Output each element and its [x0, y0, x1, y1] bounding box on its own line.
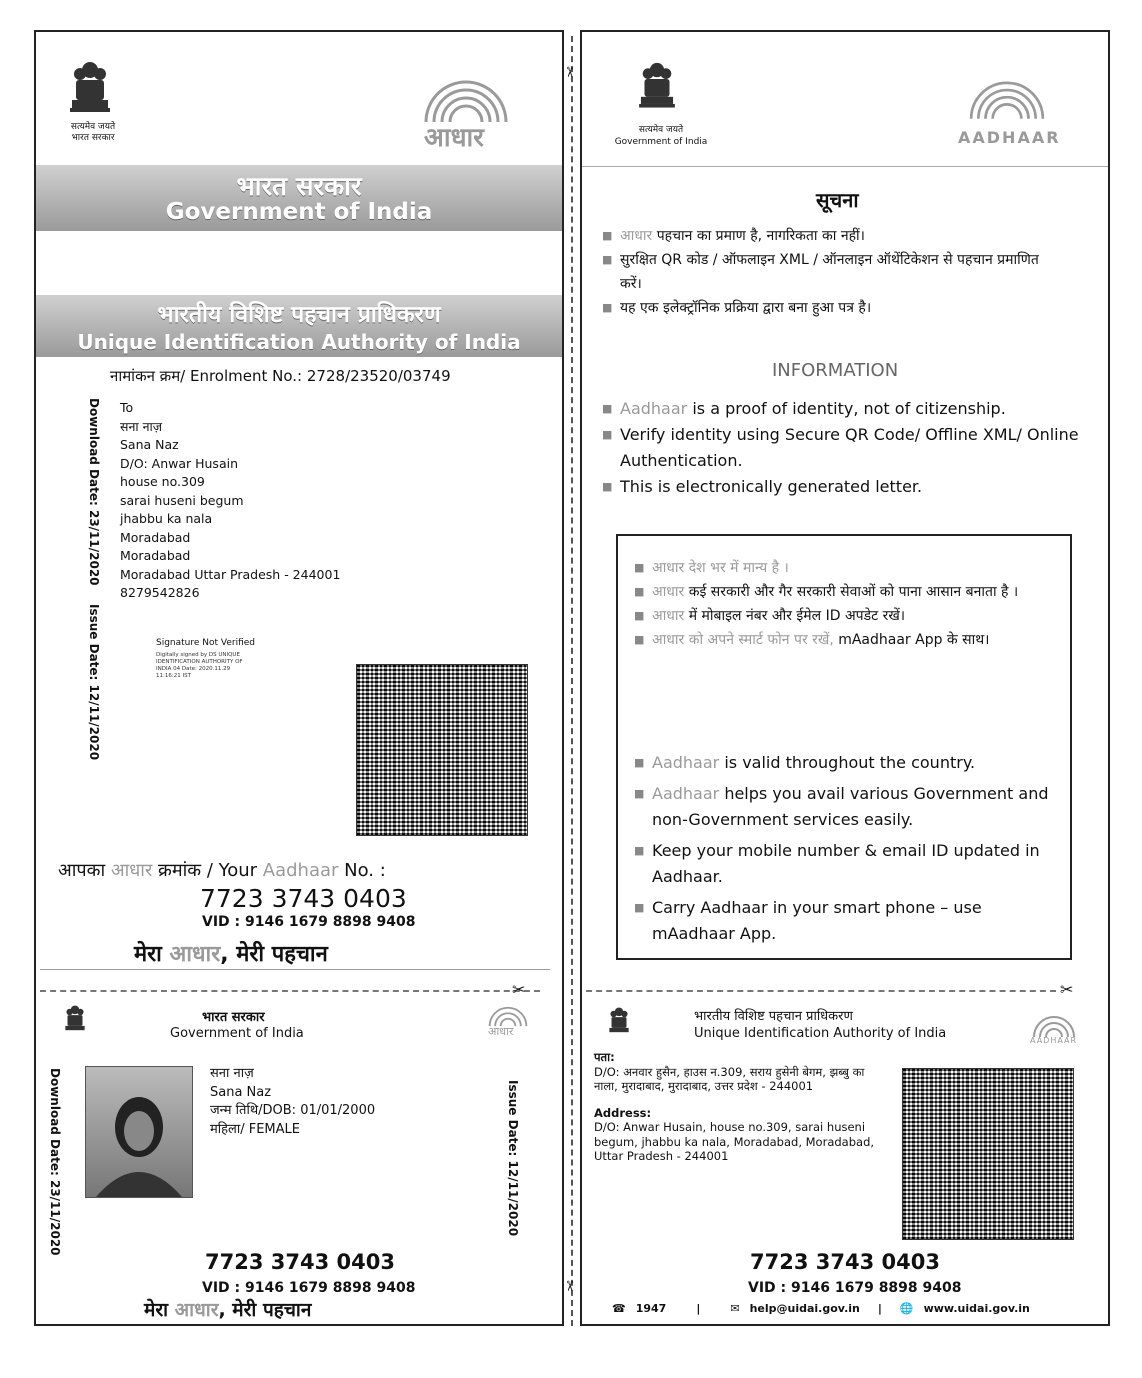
- phone-icon: ☎: [612, 1302, 626, 1315]
- card-logo-text: आधार: [488, 1025, 514, 1038]
- address-line: Moradabad: [120, 548, 191, 563]
- suchna-item-text: यह एक इलेक्ट्रॉनिक प्रक्रिया द्वारा बना हुआ पत्र है।: [620, 300, 872, 316]
- card-uidai-english: Unique Identification Authority of India: [694, 1026, 947, 1041]
- scissors-icon: ✂: [1060, 980, 1074, 999]
- box-item-grey: आधार को अपने स्मार्ट फोन पर रखें,: [652, 632, 834, 648]
- card-address-block: [594, 1050, 884, 1164]
- box-item: [634, 781, 1054, 833]
- info-item-text: Verify identity using Secure QR Code/ Offline XML/ Online Authentication.: [620, 425, 1079, 470]
- label-part-grey: आधार: [110, 860, 153, 881]
- photo: [85, 1066, 193, 1198]
- tagline-part: , मेरी पहचान: [218, 1299, 312, 1321]
- emblem-motto: सत्यमेव जयते: [638, 125, 684, 135]
- card-cut-line: [40, 990, 540, 992]
- card-dob: जन्म तिथि/DOB: 01/01/2000: [210, 1103, 376, 1118]
- box-item: [634, 628, 1054, 652]
- address-line: house no.309: [120, 474, 205, 489]
- uidai-band-hindi: भारतीय विशिष्ट पहचान प्राधिकरण: [157, 302, 441, 328]
- box-item-text: mAadhaar App के साथ।: [833, 632, 990, 648]
- info-item: [602, 396, 1092, 422]
- enrolment-label: नामांकन क्रम/ Enrolment No.:: [110, 367, 307, 385]
- box-item-text: Carry Aadhaar in your smart phone – use mAadhaar App.: [652, 898, 982, 943]
- tagline: [134, 938, 328, 968]
- qr-code: [356, 664, 528, 836]
- info-box-english-list: [634, 750, 1054, 947]
- email-icon: ✉: [730, 1302, 740, 1315]
- signature-details: Digitally signed by DS UNIQUE IDENTIFICATION AUTHORITY OF INDIA 04 Date: 2020.11.29 11:16:21 IST: [156, 652, 243, 679]
- scissors-icon: ✂: [512, 980, 526, 999]
- gov-band: [36, 165, 562, 231]
- globe-icon: 🌐: [899, 1302, 914, 1315]
- card-tagline: [144, 1296, 311, 1322]
- suchna-item-text: पहचान का प्रमाण है, नागरिकता का नहीं।: [652, 228, 865, 244]
- emblem-icon: [604, 1004, 634, 1044]
- address-line: Moradabad: [120, 529, 191, 545]
- card-uidai-hindi: भारतीय विशिष्ट पहचान प्राधिकरण: [694, 1009, 853, 1024]
- suchna-title: सूचना: [816, 188, 859, 212]
- tagline-part-grey: आधार: [174, 1299, 219, 1321]
- box-item-grey: Aadhaar: [652, 753, 720, 772]
- card-issue-date: Issue Date: 12/11/2020: [506, 1080, 520, 1237]
- address-name: Sana Naz: [120, 437, 179, 452]
- address-line: jhabbu ka nala: [120, 511, 213, 526]
- aadhaar-logo-text: AADHAAR: [958, 128, 1061, 147]
- label-part: No. :: [338, 860, 386, 881]
- footer-website[interactable]: www.uidai.gov.in: [923, 1302, 1030, 1315]
- tagline-part: मेरा: [134, 942, 170, 967]
- scissors-icon: ✂: [560, 1280, 577, 1292]
- signature-title: Signature Not Verified: [156, 638, 256, 648]
- footer-email[interactable]: help@uidai.gov.in: [749, 1302, 860, 1315]
- label-part-grey: Aadhaar: [262, 860, 339, 881]
- information-list: [602, 396, 1092, 500]
- suchna-item: [602, 248, 1052, 296]
- information-title: INFORMATION: [772, 360, 899, 381]
- suchna-list: [602, 224, 1052, 320]
- card-vid: VID : 9146 1679 8898 9408: [202, 1280, 416, 1296]
- box-item-text: helps you avail various Government and non-Government services easily.: [652, 784, 1049, 829]
- address-block: [120, 399, 340, 603]
- address-name-hindi: सना नाज़: [120, 418, 163, 434]
- info-box-hindi-list: [634, 556, 1054, 652]
- label-part: क्रमांक / Your: [152, 860, 263, 881]
- uidai-band-english: Unique Identification Authority of India: [77, 330, 521, 354]
- footer-separator: |: [696, 1302, 701, 1315]
- box-item: [634, 895, 1054, 947]
- address-relation: D/O: Anwar Husain: [120, 455, 238, 471]
- address-phone: 8279542826: [120, 585, 200, 600]
- aadhaar-number: 7723 3743 0403: [200, 884, 407, 913]
- card-qr-code: [902, 1068, 1074, 1240]
- box-item-text: is valid throughout the country.: [719, 753, 976, 772]
- patta-label: पता:: [594, 1050, 615, 1064]
- box-item: [634, 556, 1054, 580]
- aadhaar-logo-icon: [964, 76, 1050, 126]
- tagline-part-grey: आधार: [169, 942, 221, 967]
- box-item: [634, 750, 1054, 776]
- header-divider: [582, 166, 1108, 167]
- card-gov-hindi: भारत सरकार: [202, 1010, 265, 1025]
- card-back-aadhaar-number: 7723 3743 0403: [750, 1250, 940, 1274]
- card-gender: महिला/ FEMALE: [210, 1121, 300, 1137]
- gov-band-hindi: भारत सरकार: [236, 172, 362, 202]
- issue-date-vertical: Issue Date: 12/11/2020: [87, 604, 101, 761]
- tagline-part: मेरा: [144, 1299, 175, 1321]
- card-back-vid: VID : 9146 1679 8898 9408: [748, 1280, 962, 1296]
- label-part: आपका: [58, 860, 111, 881]
- emblem-gov-label: भारत सरकार: [71, 133, 115, 143]
- info-item-grey: Aadhaar: [620, 399, 688, 418]
- aadhaar-logo-text: आधार: [424, 123, 484, 153]
- box-item: [634, 838, 1054, 890]
- tagline-part: , मेरी पहचान: [220, 942, 328, 967]
- card-cut-line: [586, 990, 1056, 992]
- footer-contacts: [612, 1302, 1092, 1315]
- emblem-icon: [632, 58, 682, 120]
- scissors-icon: ✂: [560, 66, 577, 78]
- emblem-motto: सत्यमेव जयते: [70, 122, 116, 132]
- download-date-vertical: Download Date: 23/11/2020: [87, 398, 101, 586]
- address-line: sarai huseni begum: [120, 492, 244, 508]
- card-back-logo-text: AADHAAR: [1030, 1036, 1078, 1045]
- enrolment-value: 2728/23520/03749: [306, 367, 451, 385]
- box-item-grey: Aadhaar: [652, 784, 720, 803]
- card-gov-english: Government of India: [170, 1026, 304, 1041]
- card-aadhaar-number: 7723 3743 0403: [205, 1250, 395, 1274]
- footer-phone[interactable]: 1947: [635, 1302, 667, 1315]
- emblem-gov-label: Government of India: [614, 137, 708, 147]
- suchna-item-text: सुरक्षित QR कोड / ऑफलाइन XML / ऑनलाइन ऑथेंटिकेशन से पहचान प्रमाणित करें।: [620, 252, 1039, 292]
- emblem-icon: [60, 1002, 90, 1042]
- box-item: [634, 580, 1054, 604]
- patta-text: D/O: अनवार हुसैन, हाउस न.309, सराय हुसेनी बेगम, झब्बु का नाला, मुरादाबाद, मुरादाबाद, उत्तर प्रदेश - 244001: [594, 1064, 865, 1093]
- box-item-grey: आधार: [652, 584, 685, 600]
- emblem-icon: [62, 58, 118, 124]
- card-name: Sana Naz: [210, 1084, 272, 1100]
- emblem-caption: [606, 124, 716, 148]
- emblem-caption: [58, 122, 128, 144]
- center-cut-line: [571, 36, 573, 1326]
- box-item-grey: आधार देश भर में मान्य है ।: [652, 560, 789, 576]
- card-download-date: Download Date: 23/11/2020: [48, 1068, 62, 1256]
- suchna-item: [602, 224, 1052, 248]
- address-label: Address:: [594, 1105, 652, 1120]
- box-item: [634, 604, 1054, 628]
- box-item-text: कई सरकारी और गैर सरकारी सेवाओं को पाना आसान बनाता है ।: [684, 584, 1019, 600]
- box-item-text: में मोबाइल नंबर और ईमेल ID अपडेट रखें।: [684, 608, 906, 624]
- enrolment-number: [110, 366, 451, 386]
- divider: [40, 969, 550, 970]
- card-details: [210, 1065, 375, 1139]
- info-item-text: is a proof of identity, not of citizenship.: [687, 399, 1006, 418]
- info-item: [602, 422, 1092, 474]
- box-item-grey: आधार: [652, 608, 685, 624]
- suchna-item: [602, 296, 1052, 320]
- info-item-text: This is electronically generated letter.: [620, 477, 923, 496]
- vid-number: VID : 9146 1679 8898 9408: [202, 914, 416, 930]
- uidai-band: [36, 295, 562, 357]
- address-text: D/O: Anwar Husain, house no.309, sarai huseni begum, jhabbu ka nala, Moradabad, Moradabad, Uttar Pradesh - 244001: [594, 1120, 875, 1163]
- address-line: Moradabad Uttar Pradesh - 244001: [120, 566, 341, 582]
- info-item: [602, 474, 1092, 500]
- footer-separator: |: [877, 1302, 882, 1315]
- signature-block: [156, 638, 256, 680]
- address-to: To: [120, 400, 134, 415]
- card-name-hindi: सना नाज़: [210, 1066, 254, 1081]
- box-item-text: Keep your mobile number & email ID updated in Aadhaar.: [652, 841, 1040, 886]
- suchna-item-grey: आधार: [620, 228, 653, 244]
- gov-band-english: Government of India: [165, 199, 433, 225]
- aadhaar-number-label: [58, 858, 386, 882]
